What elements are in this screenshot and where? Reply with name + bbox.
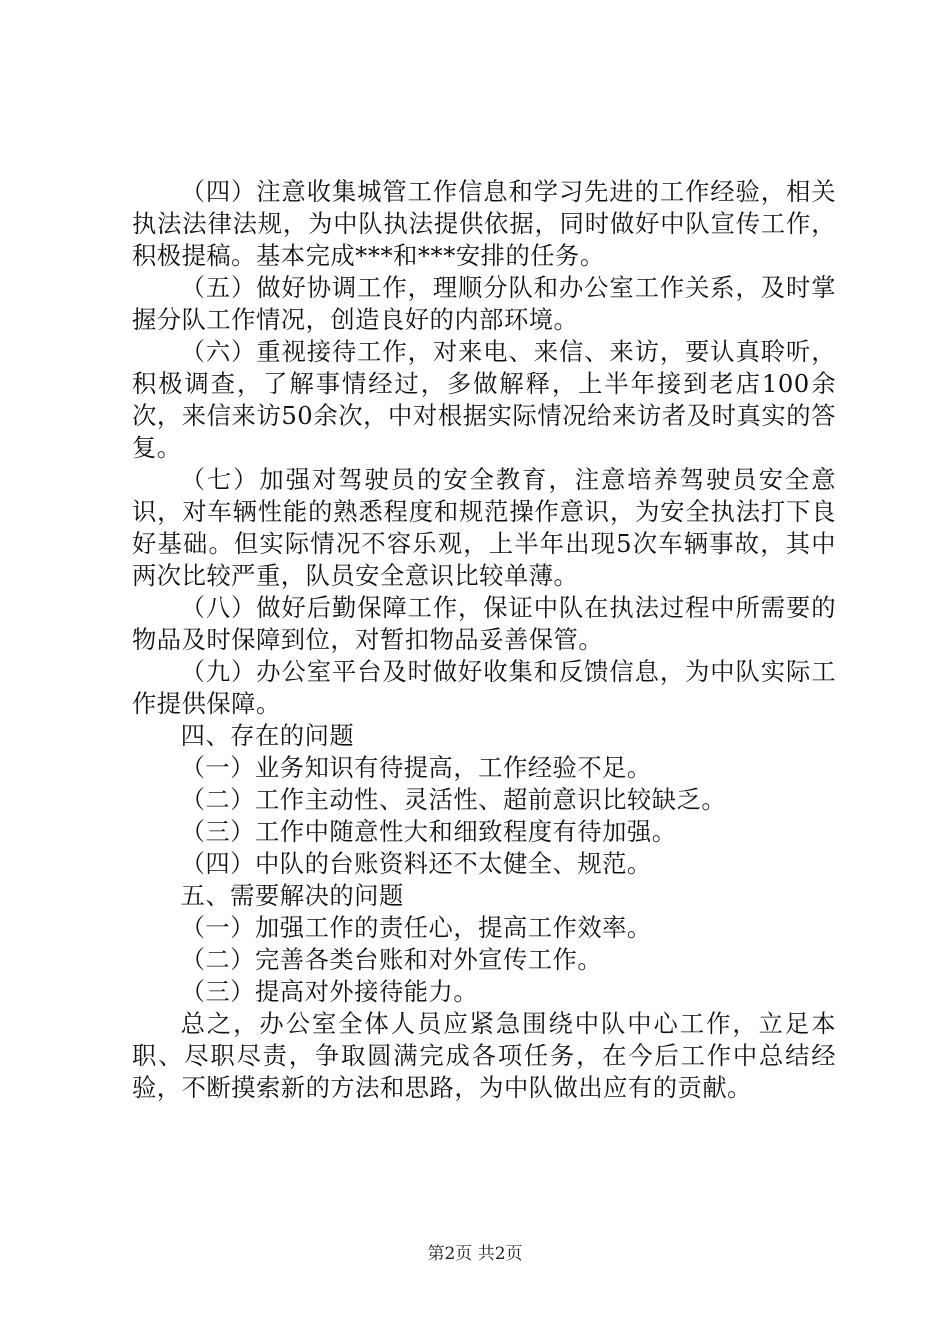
solution-item: （二）完善各类台账和对外宣传工作。 — [180, 945, 603, 974]
problem-item: （三）工作中随意性大和细致程度有待加强。 — [180, 817, 677, 846]
paragraph-4: （四）注意收集城管工作信息和学习先进的工作经验，相关执法法律法规，为中队执法提供依据，同时做好中队宣传工作，积极提稿。基本完成***和***安排的任务。 — [132, 177, 836, 270]
paragraph-7: （七）加强对驾驶员的安全教育，注意培养驾驶员安全意识，对车辆性能的熟悉程度和规范操作意识，为安全执法打下良好基础。但实际情况不容乐观，上半年出现5次车辆事故，其中两次比较严重，队员安全意识比较单薄。 — [132, 465, 836, 590]
problem-item: （二）工作主动性、灵活性、超前意识比较缺乏。 — [180, 785, 727, 814]
conclusion-paragraph: 总之，办公室全体人员应紧急围绕中队中心工作，立足本职、尽职尽责，争取圆满完成各项任务，在今后工作中总结经验，不断摸索新的方法和思路，为中队做出应有的贡献。 — [132, 1009, 836, 1102]
section-heading-solutions: 五、需要解决的问题 — [180, 881, 404, 910]
page-number-footer: 第2页 共2页 — [427, 1244, 523, 1264]
paragraph-5: （五）做好协调工作，理顺分队和办公室工作关系，及时掌握分队工作情况，创造良好的内部环境。 — [132, 273, 836, 334]
section-heading-problems: 四、存在的问题 — [180, 721, 355, 750]
paragraph-8: （八）做好后勤保障工作，保证中队在执法过程中所需要的物品及时保障到位，对暂扣物品妥善保管。 — [132, 593, 836, 654]
paragraph-6: （六）重视接待工作，对来电、来信、来访，要认真聆听，积极调查，了解事情经过，多做解释，上半年接到老店100余次，来信来访50余次，中对根据实际情况给来访者及时真实的答复。 — [132, 337, 836, 462]
document-body — [132, 176, 836, 1104]
solution-item: （三）提高对外接待能力。 — [180, 977, 479, 1006]
problem-item: （一）业务知识有待提高，工作经验不足。 — [180, 753, 652, 782]
problem-item: （四）中队的台账资料还不太健全、规范。 — [180, 849, 652, 878]
solution-item: （一）加强工作的责任心，提高工作效率。 — [180, 913, 652, 942]
paragraph-9: （九）办公室平台及时做好收集和反馈信息，为中队实际工作提供保障。 — [132, 657, 836, 718]
